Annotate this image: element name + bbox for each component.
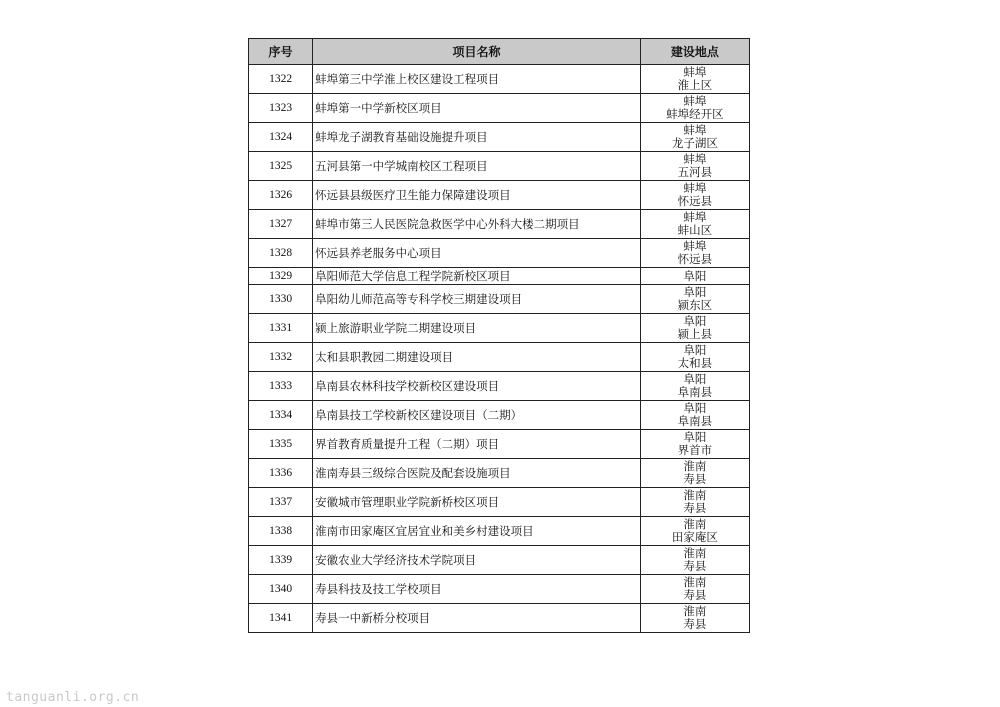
- location-district: 阜南县: [677, 385, 713, 399]
- location-city: 蚌埠: [683, 94, 707, 108]
- row-index: 1334: [249, 401, 313, 430]
- row-project-name: 寿县一中新桥分校项目: [313, 604, 641, 633]
- location-district: 田家庵区: [671, 530, 718, 544]
- location-district: 怀远县: [677, 252, 713, 266]
- row-index: 1331: [249, 314, 313, 343]
- row-project-name: 阜阳师范大学信息工程学院新校区项目: [313, 268, 641, 285]
- location-city: 淮南: [683, 546, 707, 560]
- row-project-name: 阜南县农林科技学校新校区建设项目: [313, 372, 641, 401]
- row-project-name: 怀远县县级医疗卫生能力保障建设项目: [313, 181, 641, 210]
- row-index: 1322: [249, 65, 313, 94]
- location-district: 蚌山区: [677, 223, 713, 237]
- location-city: 淮南: [683, 517, 707, 531]
- row-project-name: 蚌埠第一中学新校区项目: [313, 94, 641, 123]
- location-district: 龙子湖区: [671, 136, 718, 150]
- location-city: 淮南: [683, 488, 707, 502]
- location-district: 五河县: [677, 165, 713, 179]
- row-location: [640, 604, 749, 633]
- table-row: [249, 343, 750, 372]
- row-location: [640, 285, 749, 314]
- location-city: 淮南: [683, 459, 707, 473]
- row-location: [640, 210, 749, 239]
- table-row: [249, 604, 750, 633]
- row-index: 1339: [249, 546, 313, 575]
- location-city: 阜阳: [683, 314, 707, 328]
- row-project-name: 界首教育质量提升工程（二期）项目: [313, 430, 641, 459]
- table-row: [249, 181, 750, 210]
- row-project-name: 太和县职教园二期建设项目: [313, 343, 641, 372]
- row-location: [640, 372, 749, 401]
- row-location: [640, 575, 749, 604]
- table-row: [249, 268, 750, 285]
- row-project-name: 淮南寿县三级综合医院及配套设施项目: [313, 459, 641, 488]
- location-city: 淮南: [683, 604, 707, 618]
- row-location: [640, 65, 749, 94]
- row-location: [640, 239, 749, 268]
- row-location: [640, 401, 749, 430]
- table-row: [249, 239, 750, 268]
- location-district: 寿县: [683, 617, 707, 631]
- row-location: [640, 268, 749, 285]
- table-row: [249, 459, 750, 488]
- row-index: 1328: [249, 239, 313, 268]
- location-city: 蚌埠: [683, 65, 707, 79]
- table-row: [249, 152, 750, 181]
- location-district: 寿县: [683, 559, 707, 573]
- row-project-name: 寿县科技及技工学校项目: [313, 575, 641, 604]
- table-row: [249, 488, 750, 517]
- row-project-name: 阜阳幼儿师范高等专科学校三期建设项目: [313, 285, 641, 314]
- table-row: [249, 123, 750, 152]
- row-index: 1340: [249, 575, 313, 604]
- location-city: 蚌埠: [683, 152, 707, 166]
- row-project-name: 淮南市田家庵区宜居宜业和美乡村建设项目: [313, 517, 641, 546]
- row-location: [640, 94, 749, 123]
- row-index: 1332: [249, 343, 313, 372]
- location-district: 蚌埠经开区: [666, 107, 724, 121]
- location-city: 阜阳: [683, 430, 707, 444]
- table-row: [249, 575, 750, 604]
- row-location: [640, 459, 749, 488]
- table-row: [249, 210, 750, 239]
- location-city: 阜阳: [683, 285, 707, 299]
- row-project-name: 蚌埠第三中学淮上校区建设工程项目: [313, 65, 641, 94]
- row-project-name: 安徽城市管理职业学院新桥校区项目: [313, 488, 641, 517]
- location-district: 寿县: [683, 472, 707, 486]
- row-index: 1326: [249, 181, 313, 210]
- location-city: 阜阳: [683, 343, 707, 357]
- row-project-name: 安徽农业大学经济技术学院项目: [313, 546, 641, 575]
- table-row: [249, 285, 750, 314]
- row-index: 1337: [249, 488, 313, 517]
- row-index: 1336: [249, 459, 313, 488]
- location-city: 蚌埠: [683, 239, 707, 253]
- table-row: [249, 314, 750, 343]
- row-index: 1329: [249, 268, 313, 285]
- row-location: [640, 546, 749, 575]
- row-project-name: 蚌埠龙子湖教育基础设施提升项目: [313, 123, 641, 152]
- row-location: [640, 181, 749, 210]
- location-city: 阜阳: [683, 372, 707, 386]
- location-city: 蚌埠: [683, 123, 707, 137]
- row-location: [640, 517, 749, 546]
- header-project-name: 项目名称: [313, 39, 641, 65]
- row-location: [640, 152, 749, 181]
- location-city: 阜阳: [683, 401, 707, 415]
- location-city: 阜阳: [683, 268, 707, 283]
- row-index: 1323: [249, 94, 313, 123]
- row-location: [640, 488, 749, 517]
- watermark: tanguanli.org.cn: [6, 690, 140, 705]
- row-location: [640, 314, 749, 343]
- row-location: [640, 343, 749, 372]
- location-city: 蚌埠: [683, 210, 707, 224]
- table-row: [249, 430, 750, 459]
- location-district: 颍东区: [677, 298, 713, 312]
- row-index: 1338: [249, 517, 313, 546]
- row-project-name: 蚌埠市第三人民医院急救医学中心外科大楼二期项目: [313, 210, 641, 239]
- table-row: [249, 372, 750, 401]
- table-row: [249, 65, 750, 94]
- location-district: 界首市: [677, 443, 713, 457]
- location-district: 寿县: [683, 588, 707, 602]
- row-index: 1325: [249, 152, 313, 181]
- row-index: 1330: [249, 285, 313, 314]
- table-header-row: [249, 39, 750, 65]
- row-project-name: 阜南县技工学校新校区建设项目（二期）: [313, 401, 641, 430]
- location-district: 太和县: [677, 356, 713, 370]
- row-project-name: 怀远县养老服务中心项目: [313, 239, 641, 268]
- row-location: [640, 430, 749, 459]
- location-city: 蚌埠: [683, 181, 707, 195]
- table-row: [249, 94, 750, 123]
- table-row: [249, 401, 750, 430]
- location-district: 颍上县: [677, 327, 713, 341]
- table-row: [249, 546, 750, 575]
- location-district: 寿县: [683, 501, 707, 515]
- row-location: [640, 123, 749, 152]
- location-city: 淮南: [683, 575, 707, 589]
- location-district: 怀远县: [677, 194, 713, 208]
- row-index: 1324: [249, 123, 313, 152]
- header-index: 序号: [249, 39, 313, 65]
- header-location: 建设地点: [640, 39, 749, 65]
- row-index: 1341: [249, 604, 313, 633]
- row-project-name: 颍上旅游职业学院二期建设项目: [313, 314, 641, 343]
- location-district: 淮上区: [677, 78, 713, 92]
- row-index: 1333: [249, 372, 313, 401]
- table-row: [249, 517, 750, 546]
- row-project-name: 五河县第一中学城南校区工程项目: [313, 152, 641, 181]
- row-index: 1327: [249, 210, 313, 239]
- location-district: 阜南县: [677, 414, 713, 428]
- project-table: [248, 38, 750, 633]
- row-index: 1335: [249, 430, 313, 459]
